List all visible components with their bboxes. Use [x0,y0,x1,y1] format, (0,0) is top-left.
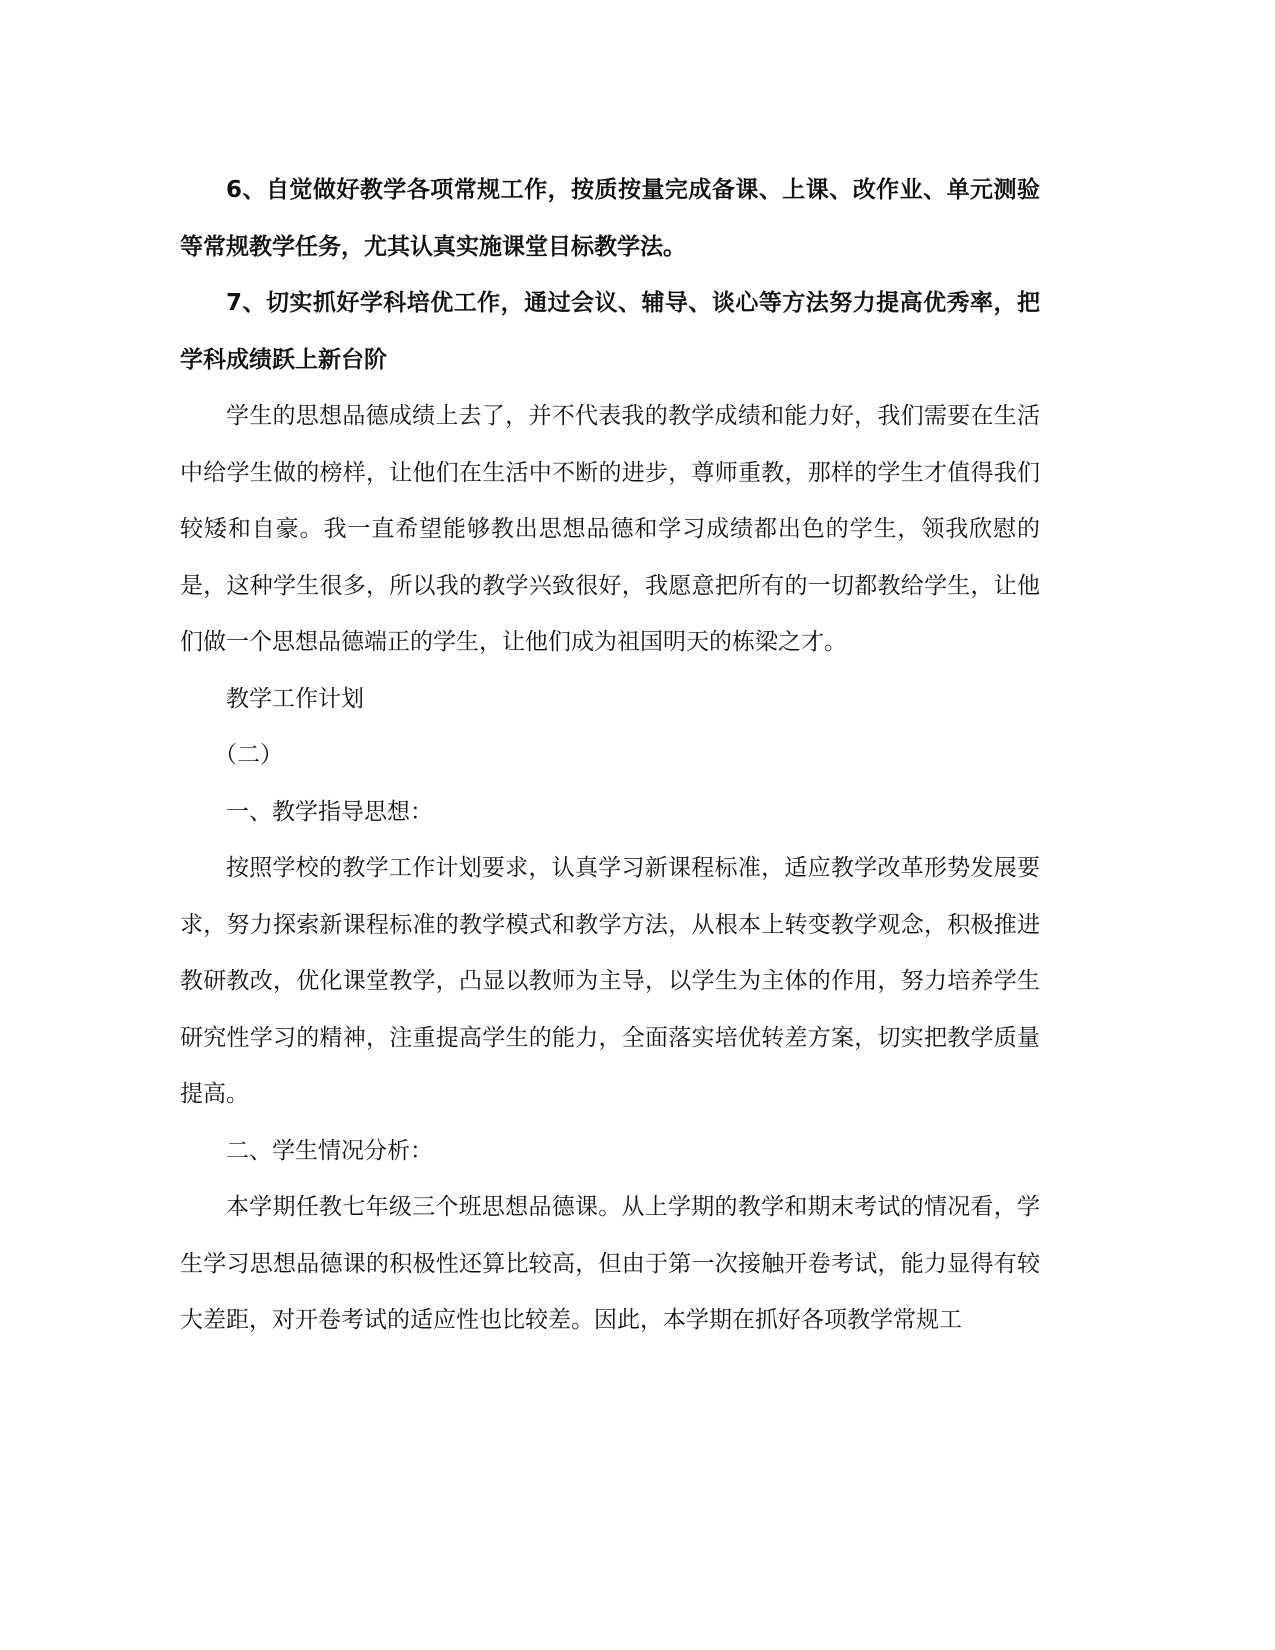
paragraph-reflection: 学生的思想品德成绩上去了，并不代表我的教学成绩和能力好，我们需要在生活中给学生做的榜样，让他们在生活中不断的进步，尊师重教，那样的学生才值得我们较矮和自豪。我一直希望能够教出思想品德和学习成绩都出色的学生，领我欣慰的是，这种学生很多，所以我的教学兴致很好，我愿意把所有的一切都教给学生，让他们做一个思想品德端正的学生，让他们成为祖国明天的栋梁之才。 [180,403,1040,655]
paragraph-guiding-thought: 按照学校的教学工作计划要求，认真学习新课程标准，适应教学改革形势发展要求，努力探索新课程标准的教学模式和教学方法，从根本上转变教学观念，积极推进教研教改，优化课堂教学，凸显以教师为主导，以学生为主体的作用，努力培养学生研究性学习的精神，注重提高学生的能力，全面落实培优转差方案，切实把教学质量提高。 [180,855,1040,1107]
paragraph-item-6: 6、自觉做好教学各项常规工作，按质按量完成备课、上课、改作业、单元测验等常规教学任务，尤其认真实施课堂目标教学法。 [180,177,1040,260]
heading-student-analysis: 二、学生情况分析： [226,1137,433,1164]
paragraph-item-7: 7、切实抓好学科培优工作，通过会议、辅导、谈心等方法努力提高优秀率，把学科成绩跃上新台阶 [180,290,1040,373]
paragraph-student-analysis: 本学期任教七年级三个班思想品德课。从上学期的教学和期末考试的情况看，学生学习思想品德课的积极性还算比较高，但由于第一次接触开卷考试，能力显得有较大差距，对开卷考试的适应性也比较差。因此，本学期在抓好各项教学常规工 [180,1194,1040,1333]
heading-guiding-thought: 一、教学指导思想： [226,798,433,825]
section-number: （二） [214,742,283,768]
section-title: 教学工作计划 [226,685,364,712]
document-body [180,162,1040,1349]
